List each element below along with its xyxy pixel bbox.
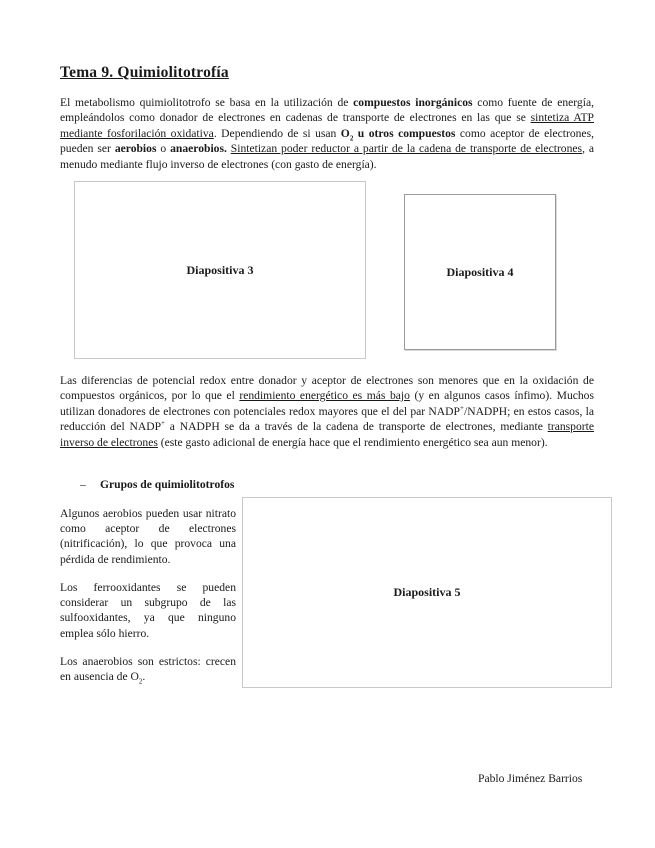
page-title: Tema 9. Quimiolitotrofía <box>60 64 229 81</box>
p2-underline-yield: rendimiento energético es más bajo <box>239 389 410 403</box>
p1-text-2: como fuente de energía, empleándolos como donador de electrones en cadenas de transporte de electrones en las que se <box>60 96 594 125</box>
slide-4-label: Diapositiva 4 <box>446 264 514 279</box>
p2-text-4: a NADPH se da a través de la cadena de transporte de electrones, mediante <box>165 420 548 434</box>
side-note-nitrification: Algunos aerobios pueden usar nitrato como aceptor de electrones (nitrificación), lo que provoca una pérdida de rendimiento. <box>60 507 236 566</box>
p2-underline-reverse-transport: transporte inverso de electrones <box>60 420 594 449</box>
section-heading <box>80 478 234 491</box>
slide-3-label: Diapositiva 3 <box>186 262 254 277</box>
side-note-3-text: Los anaerobios son estrictos: crecen en ausencia de O <box>60 655 236 684</box>
p1-bold-o2 <box>340 126 456 143</box>
p1-text-7: , a menudo mediante flujo inverso de electrones (con gasto de energía). <box>60 142 595 171</box>
p1-other-compounds: u otros compuestos <box>353 126 456 140</box>
p2-sup-2: + <box>161 419 165 428</box>
side-note-3-end: . <box>142 670 146 684</box>
intro-paragraph <box>60 95 594 172</box>
side-note-3-sub: 2 <box>138 677 143 686</box>
slide-5-placeholder <box>242 497 612 688</box>
p1-underline-atp: sintetiza ATP mediante fosforilación oxidativa <box>60 111 594 140</box>
section-heading-text: Grupos de quimiolitotrofos <box>100 478 235 491</box>
section-dash: – <box>80 478 86 491</box>
p2-sup-1: + <box>460 403 464 412</box>
side-note-anaerobes <box>60 654 236 684</box>
p2-text-1: Las diferencias de potencial redox entre donador y aceptor de electrones son menores que en la oxidación de compuestos orgánicos, por lo que el <box>60 374 594 403</box>
author-name: Pablo Jiménez Barrios <box>478 772 583 785</box>
p1-bold-aerobios: aerobios <box>114 142 157 156</box>
p2-text-3: /NADPH; en estos casos, la reducción del NADP <box>60 404 595 434</box>
p1-underline-reducing-power: Sintetizan poder reductor a partir de la cadena de transporte de electrones <box>230 142 583 156</box>
p1-o: O <box>340 126 350 140</box>
side-note-ferrooxidants: Los ferrooxidantes se pueden considerar un subgrupo de las sulfooxidantes, ya que ninguno emplea sólo hierro. <box>60 581 236 640</box>
p2-text-2: (y en algunos casos ínfimo). Muchos utilizan donadores de electrones con potenciales redox mayores que el del par NADP <box>60 389 594 418</box>
p1-text-1: El metabolismo quimiolitotrofo se basa en la utilización de <box>60 96 354 109</box>
redox-paragraph <box>60 373 594 450</box>
p1-text-3: . Dependiendo de si usan <box>213 126 341 140</box>
p1-bold-anaerobios: anaerobios. <box>170 142 227 156</box>
p2-text-5: (este gasto adicional de energía hace que el rendimiento energético sea aun menor). <box>157 435 548 449</box>
slide-4-placeholder <box>404 194 556 350</box>
p1-text-5: o <box>156 142 171 156</box>
slide-5-label: Diapositiva 5 <box>393 585 461 599</box>
p1-o2-sub: 2 <box>349 134 354 143</box>
slide-3-placeholder <box>74 181 366 359</box>
p1-bold-inorganic: compuestos inorgánicos <box>353 96 473 109</box>
p1-text-4: como aceptor de electrones, pueden ser <box>60 126 594 156</box>
